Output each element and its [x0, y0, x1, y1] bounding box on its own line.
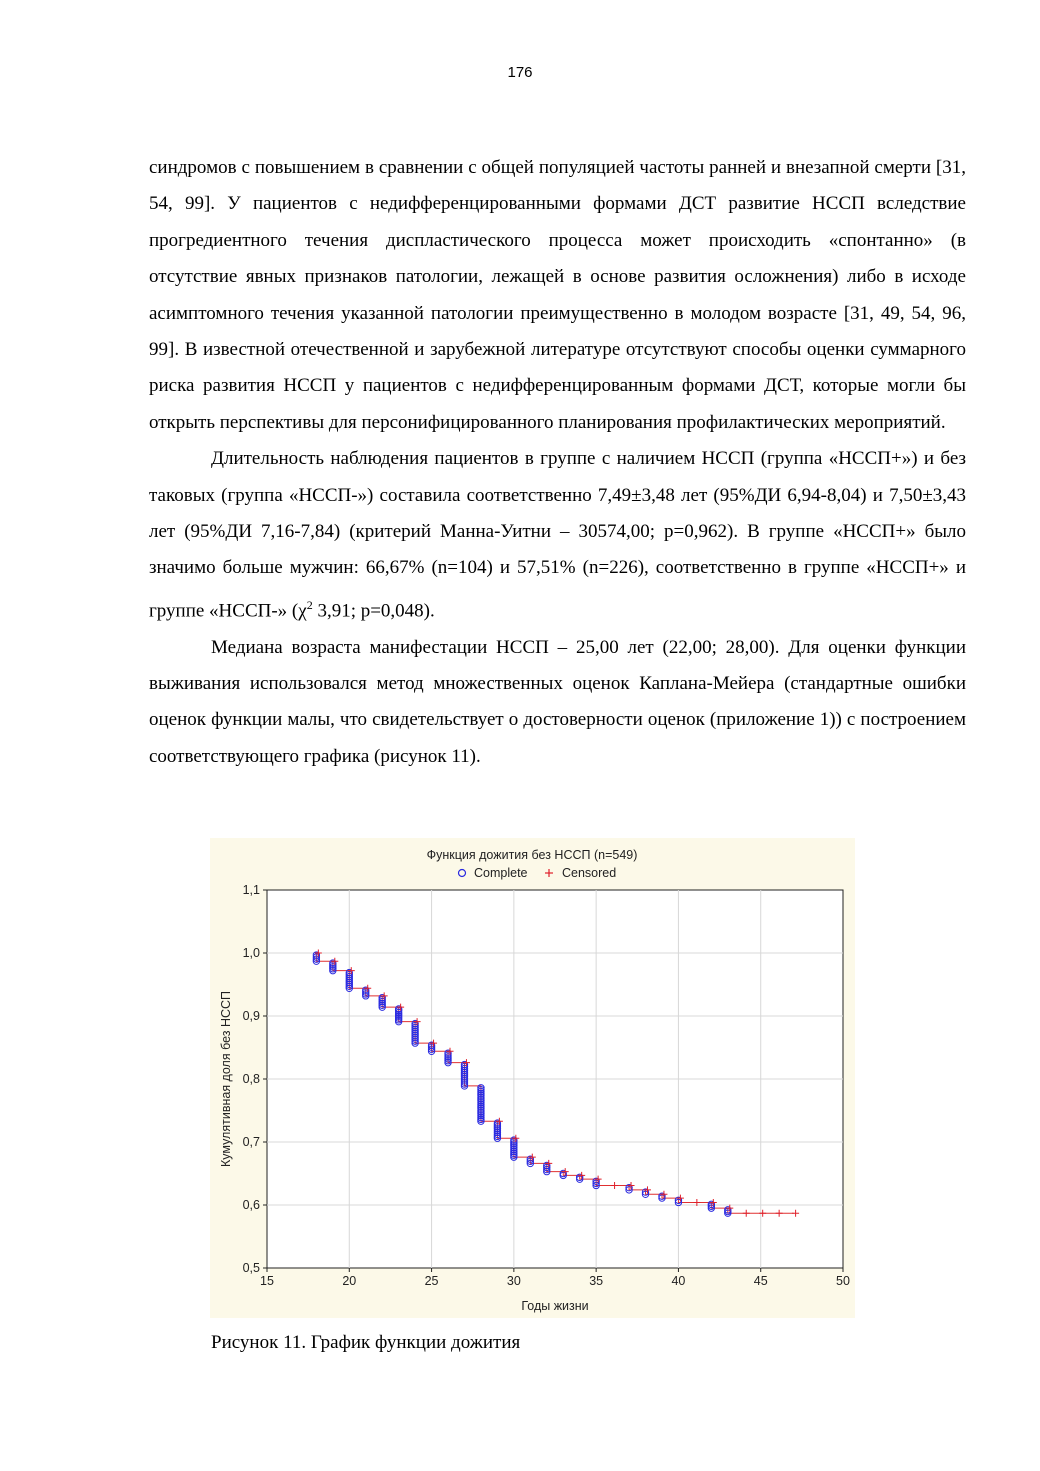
x-tick-label: 40	[671, 1274, 686, 1288]
paragraph-2-text: Длительность наблюдения пациентов в группе с наличием НССП (группа «НССП+») и без таковых (группа «НССП-») составила соответственно 7,49±3,48 лет (95%ДИ 6,94-8,04) и 7,50±3,43 лет (95%ДИ 7,16-7,84) (критерий Манна-Уитни – 30574,00; p=0,962). В группе «НССП+» было значимо больше мужчин: 66,67% (n=104) и 57,51% (n=226), соответственно в группе «НССП+» и группе «НССП-» (χ	[149, 448, 966, 622]
text-body	[149, 150, 966, 775]
paragraph-2-tail: 3,91; p=0,048).	[312, 600, 435, 622]
paragraph-3: Медиана возраста манифестации НССП – 25,00 лет (22,00; 28,00). Для оценки функции выживания использовался метод множественных оценок Каплана-Мейера (стандартные ошибки оценок функции малы, что свидетельствует о достоверности оценок (приложение 1)) с построением соответствующего графика (рисунок 11).	[149, 636, 966, 767]
chart-title: Функция дожития без НССП (n=549)	[426, 848, 638, 862]
legend-complete-label: Complete	[474, 866, 528, 880]
y-tick-label: 0,8	[242, 1072, 260, 1086]
legend-censored-marker	[545, 869, 553, 877]
figure-caption: Рисунок 11. График функции дожития	[211, 1332, 521, 1353]
x-tick-label: 45	[753, 1274, 768, 1288]
y-axis-label: Кумулятивная доля без НССП	[219, 990, 233, 1168]
y-tick-label: 1,0	[242, 946, 260, 960]
y-tick-label: 0,9	[242, 1009, 260, 1023]
x-tick-label: 50	[836, 1274, 850, 1288]
y-tick-label: 1,1	[242, 883, 260, 897]
x-tick-label: 35	[589, 1274, 604, 1288]
x-axis-label: Годы жизни	[521, 1299, 589, 1313]
y-tick-label: 0,7	[242, 1135, 260, 1149]
chart-legend	[459, 866, 617, 880]
x-tick-label: 15	[260, 1274, 274, 1288]
x-tick-label: 20	[342, 1274, 357, 1288]
legend-censored-label: Censored	[562, 866, 617, 880]
paragraph-1: синдромов с повышением в сравнении с общей популяцией частоты ранней и внезапной смерти [31, 54, 99]. У пациентов с недифференцированными формами ДСТ развитие НССП вследствие прогредиентного течения диспластического процесса может происходить «спонтанно» (в отсутствие явных признаков патологии, лежащей в основе развития осложнения) либо в исходе асимптомного течения указанной патологии преимущественно в молодом возрасте [31, 49, 54, 96, 99]. В известной отечественной и зарубежной литературе отсутствуют способы оценки суммарного риска развития НССП у пациентов с недифференцированным формами ДСТ, которые могли бы открыть перспективы для персонифицированного планирования профилактических мероприятий.	[149, 157, 966, 433]
x-tick-label: 25	[424, 1274, 439, 1288]
paragraph-2	[149, 441, 966, 629]
y-tick-label: 0,6	[242, 1198, 260, 1212]
page-number: 176	[507, 64, 533, 81]
legend-complete-marker	[459, 870, 466, 877]
y-tick-label: 0,5	[242, 1261, 260, 1275]
x-tick-label: 30	[506, 1274, 521, 1288]
survival-chart-figure	[210, 838, 855, 1318]
survival-chart	[210, 838, 855, 1318]
chi-superscript: 2	[306, 597, 313, 612]
